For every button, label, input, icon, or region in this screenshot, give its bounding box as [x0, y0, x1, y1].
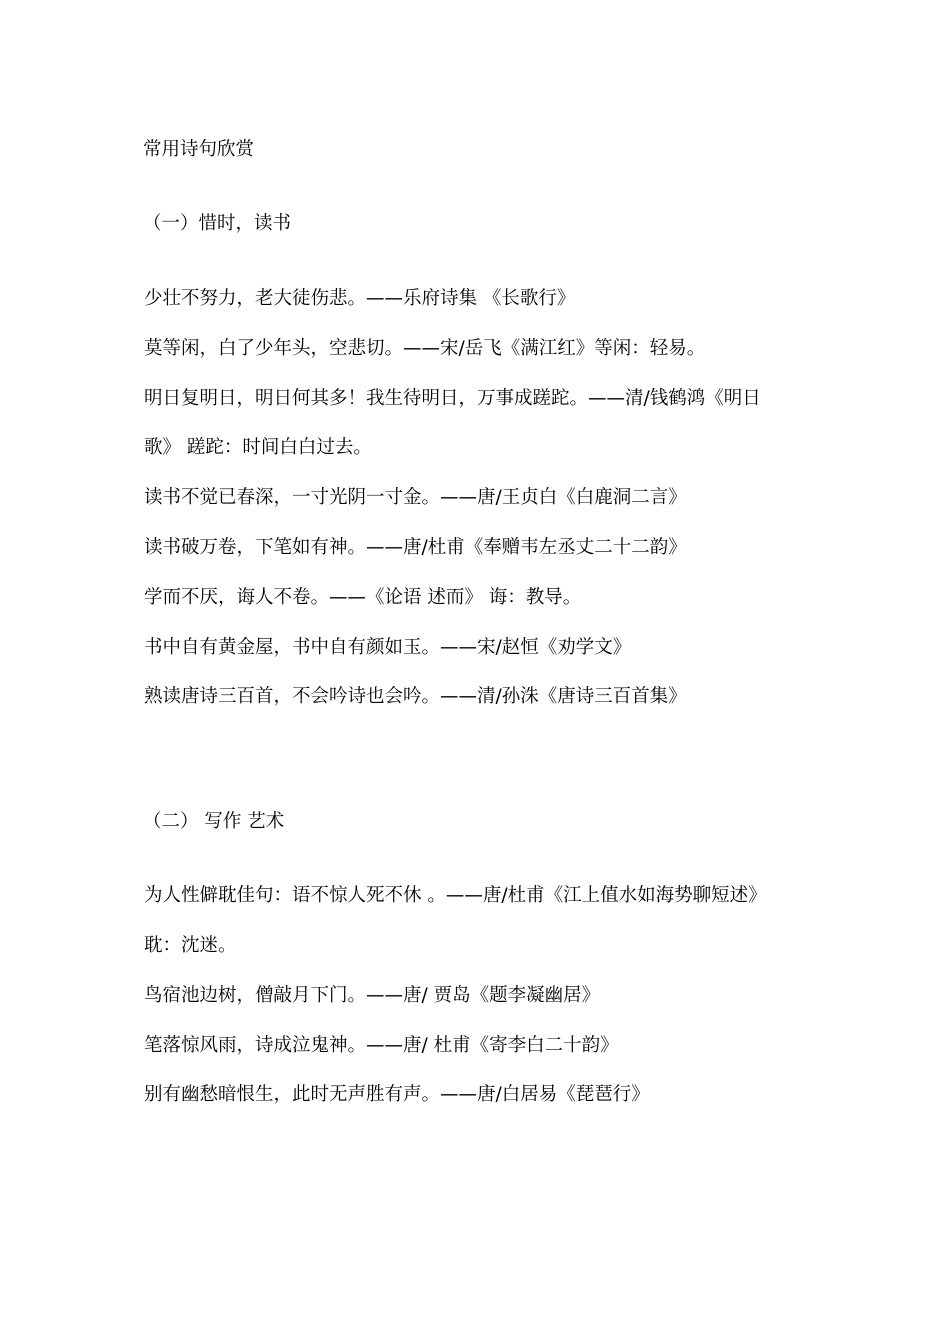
poem-line: 学而不厌，诲人不卷。——《论语 述而》 诲：教导。	[144, 587, 582, 608]
poem-line: 为人性僻耽佳句：语不惊人死不休 。——唐/杜甫《江上值水如海势聊短述》	[144, 885, 767, 906]
poem-line: 熟读唐诗三百首，不会吟诗也会吟。——清/孙洙《唐诗三百首集》	[144, 686, 687, 707]
poem-line: 读书不觉已春深，一寸光阴一寸金。——唐/王贞白《白鹿洞二言》	[144, 487, 687, 508]
poem-line: 明日复明日，明日何其多！我生待明日，万事成蹉跎。——清/钱鹤鸿《明日	[144, 388, 761, 409]
poem-line: 莫等闲，白了少年头，空悲切。——宋/岳飞《满江红》等闲：轻易。	[144, 338, 706, 359]
poem-line: 笔落惊风雨，诗成泣鬼神。——唐/ 杜甫《寄李白二十韵》	[144, 1035, 619, 1056]
poem-line: 歌》 蹉跎：时间白白过去。	[144, 437, 372, 458]
document-title: 常用诗句欣赏	[143, 139, 255, 160]
section-heading-time-reading: （一）惜时，读书	[143, 213, 292, 234]
poem-line: 读书破万卷，下笔如有神。——唐/杜甫《奉赠韦左丞丈二十二韵》	[144, 537, 687, 558]
poem-line: 别有幽愁暗恨生，此时无声胜有声。——唐/白居易《琵琶行》	[144, 1084, 650, 1105]
poem-line: 鸟宿池边树，僧敲月下门。——唐/ 贾岛《题李凝幽居》	[144, 985, 601, 1006]
poem-line: 书中自有黄金屋，书中自有颜如玉。——宋/赵恒《劝学文》	[144, 637, 632, 658]
poem-line: 少壮不努力，老大徒伤悲。——乐府诗集 《长歌行》	[144, 288, 576, 309]
section-heading-writing-art: （二） 写作 艺术	[143, 811, 285, 832]
poem-line: 耽：沈迷。	[144, 935, 237, 956]
